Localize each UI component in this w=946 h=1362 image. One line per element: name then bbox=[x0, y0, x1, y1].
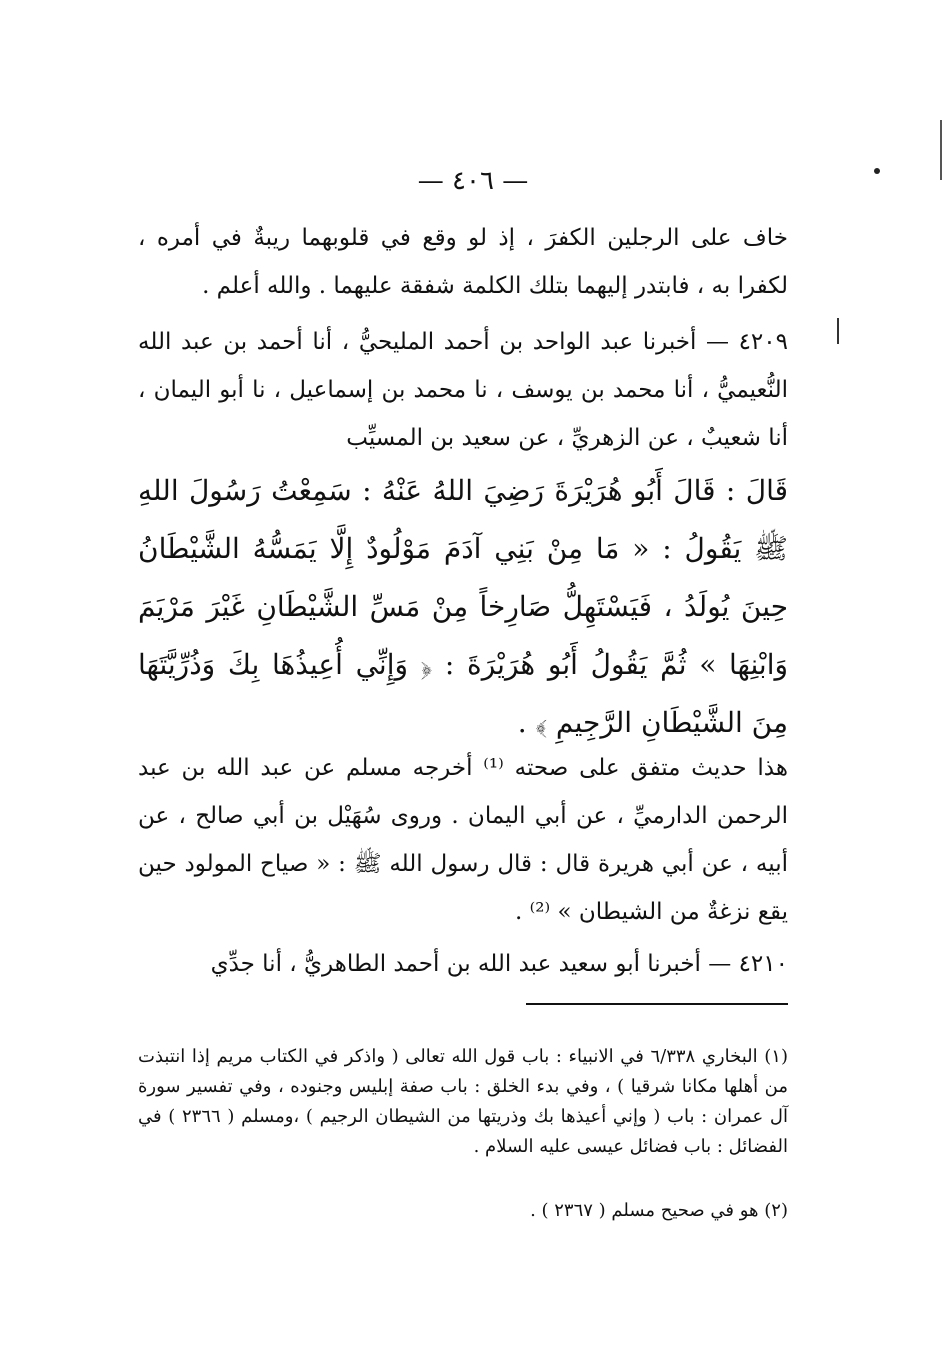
hadith-4210-isnad bbox=[138, 940, 788, 988]
footnote-2 bbox=[138, 1196, 788, 1226]
hadith-4209-matn bbox=[138, 462, 788, 752]
page-number: — ٤٠٦ — bbox=[417, 166, 529, 196]
footnote-1 bbox=[138, 1042, 788, 1162]
footnote-separator bbox=[526, 1003, 788, 1005]
margin-mark bbox=[837, 318, 839, 344]
footnote-1-text: (١) البخاري ٦/٣٣٨ في الانبياء : باب قول الله تعالى ( واذكر في الكتاب مريم إذا انتبذت من أهلها مكانا شرقيا ) ، وفي بدء الخلق : باب صفة إبليس وجنوده ، وفي تفسير سورة آل عمران : باب ( وإني أعيذها بك وذريتها من الشيطان الرجيم ) ،ومسلم ( ٢٣٦٦ ) في الفضائل : باب فضائل عيسى عليه السلام . bbox=[138, 1046, 788, 1157]
continuation-paragraph bbox=[138, 214, 788, 310]
footnote-2-text: (٢) هو في صحيح مسلم ( ٢٣٦٧ ) . bbox=[530, 1200, 788, 1221]
hadith-4210-isnad-text: ٤٢١٠ — أخبرنا أبو سعيد عبد الله بن أحمد الطاهريُّ ، أنا جدِّي bbox=[210, 951, 788, 977]
hadith-4209-takhrij bbox=[138, 744, 788, 936]
continuation-text: خاف على الرجلين الكفرَ ، إذ لو وقع في قلوبهما ريبةٌ في أمره ، لكفرا به ، فابتدر إليهما بتلك الكلمة شفقة عليهما . والله أعلم . bbox=[138, 225, 788, 299]
hadith-4209-isnad bbox=[138, 318, 788, 462]
hadith-4209-takhrij-text: هذا حديث متفق على صحته ⁽¹⁾ أخرجه مسلم عن عبد الله بن عبد الرحمن الدارميِّ ، عن أبي اليمان . وروى سُهَيْل بن أبي صالح ، عن أبيه ، عن أبي هريرة قال : قال رسول الله ﷺ : « صياح المولود حين يقع نزغةٌ من الشيطان » ⁽²⁾ . bbox=[138, 755, 788, 925]
hadith-4209-matn-text: قَالَ : قَالَ أَبُو هُرَيْرَةَ رَضِيَ اللهُ عَنْهُ : سَمِعْتُ رَسُولَ اللهِ ﷺ يَقُولُ : « مَا مِنْ بَنِي آدَمَ مَوْلُودٌ إِلَّا يَمَسُّهُ الشَّيْطَانُ حِينَ يُولَدُ ، فَيَسْتَهِلُّ صَارِخاً مِنْ مَسِّ الشَّيْطَانِ غَيْرَ مَرْيَمَ وَابْنِهَا » ثُمَّ يَقُولُ أَبُو هُرَيْرَةَ : ﴿ وَإِنِّي أُعِيذُهَا بِكَ وَذُرِّيَّتَهَا مِنَ الشَّيْطَانِ الرَّجِيمِ ﴾ . bbox=[138, 474, 788, 739]
hadith-4209-isnad-text: ٤٢٠٩ — أخبرنا عبد الواحد بن أحمد المليحيُّ ، أنا أحمد بن عبد الله النُّعيميُّ ، أنا محمد بن يوسف ، نا محمد بن إسماعيل ، نا أبو اليمان ، أنا شعيبٌ ، عن الزهريِّ ، عن سعيد بن المسيِّب bbox=[138, 329, 788, 451]
